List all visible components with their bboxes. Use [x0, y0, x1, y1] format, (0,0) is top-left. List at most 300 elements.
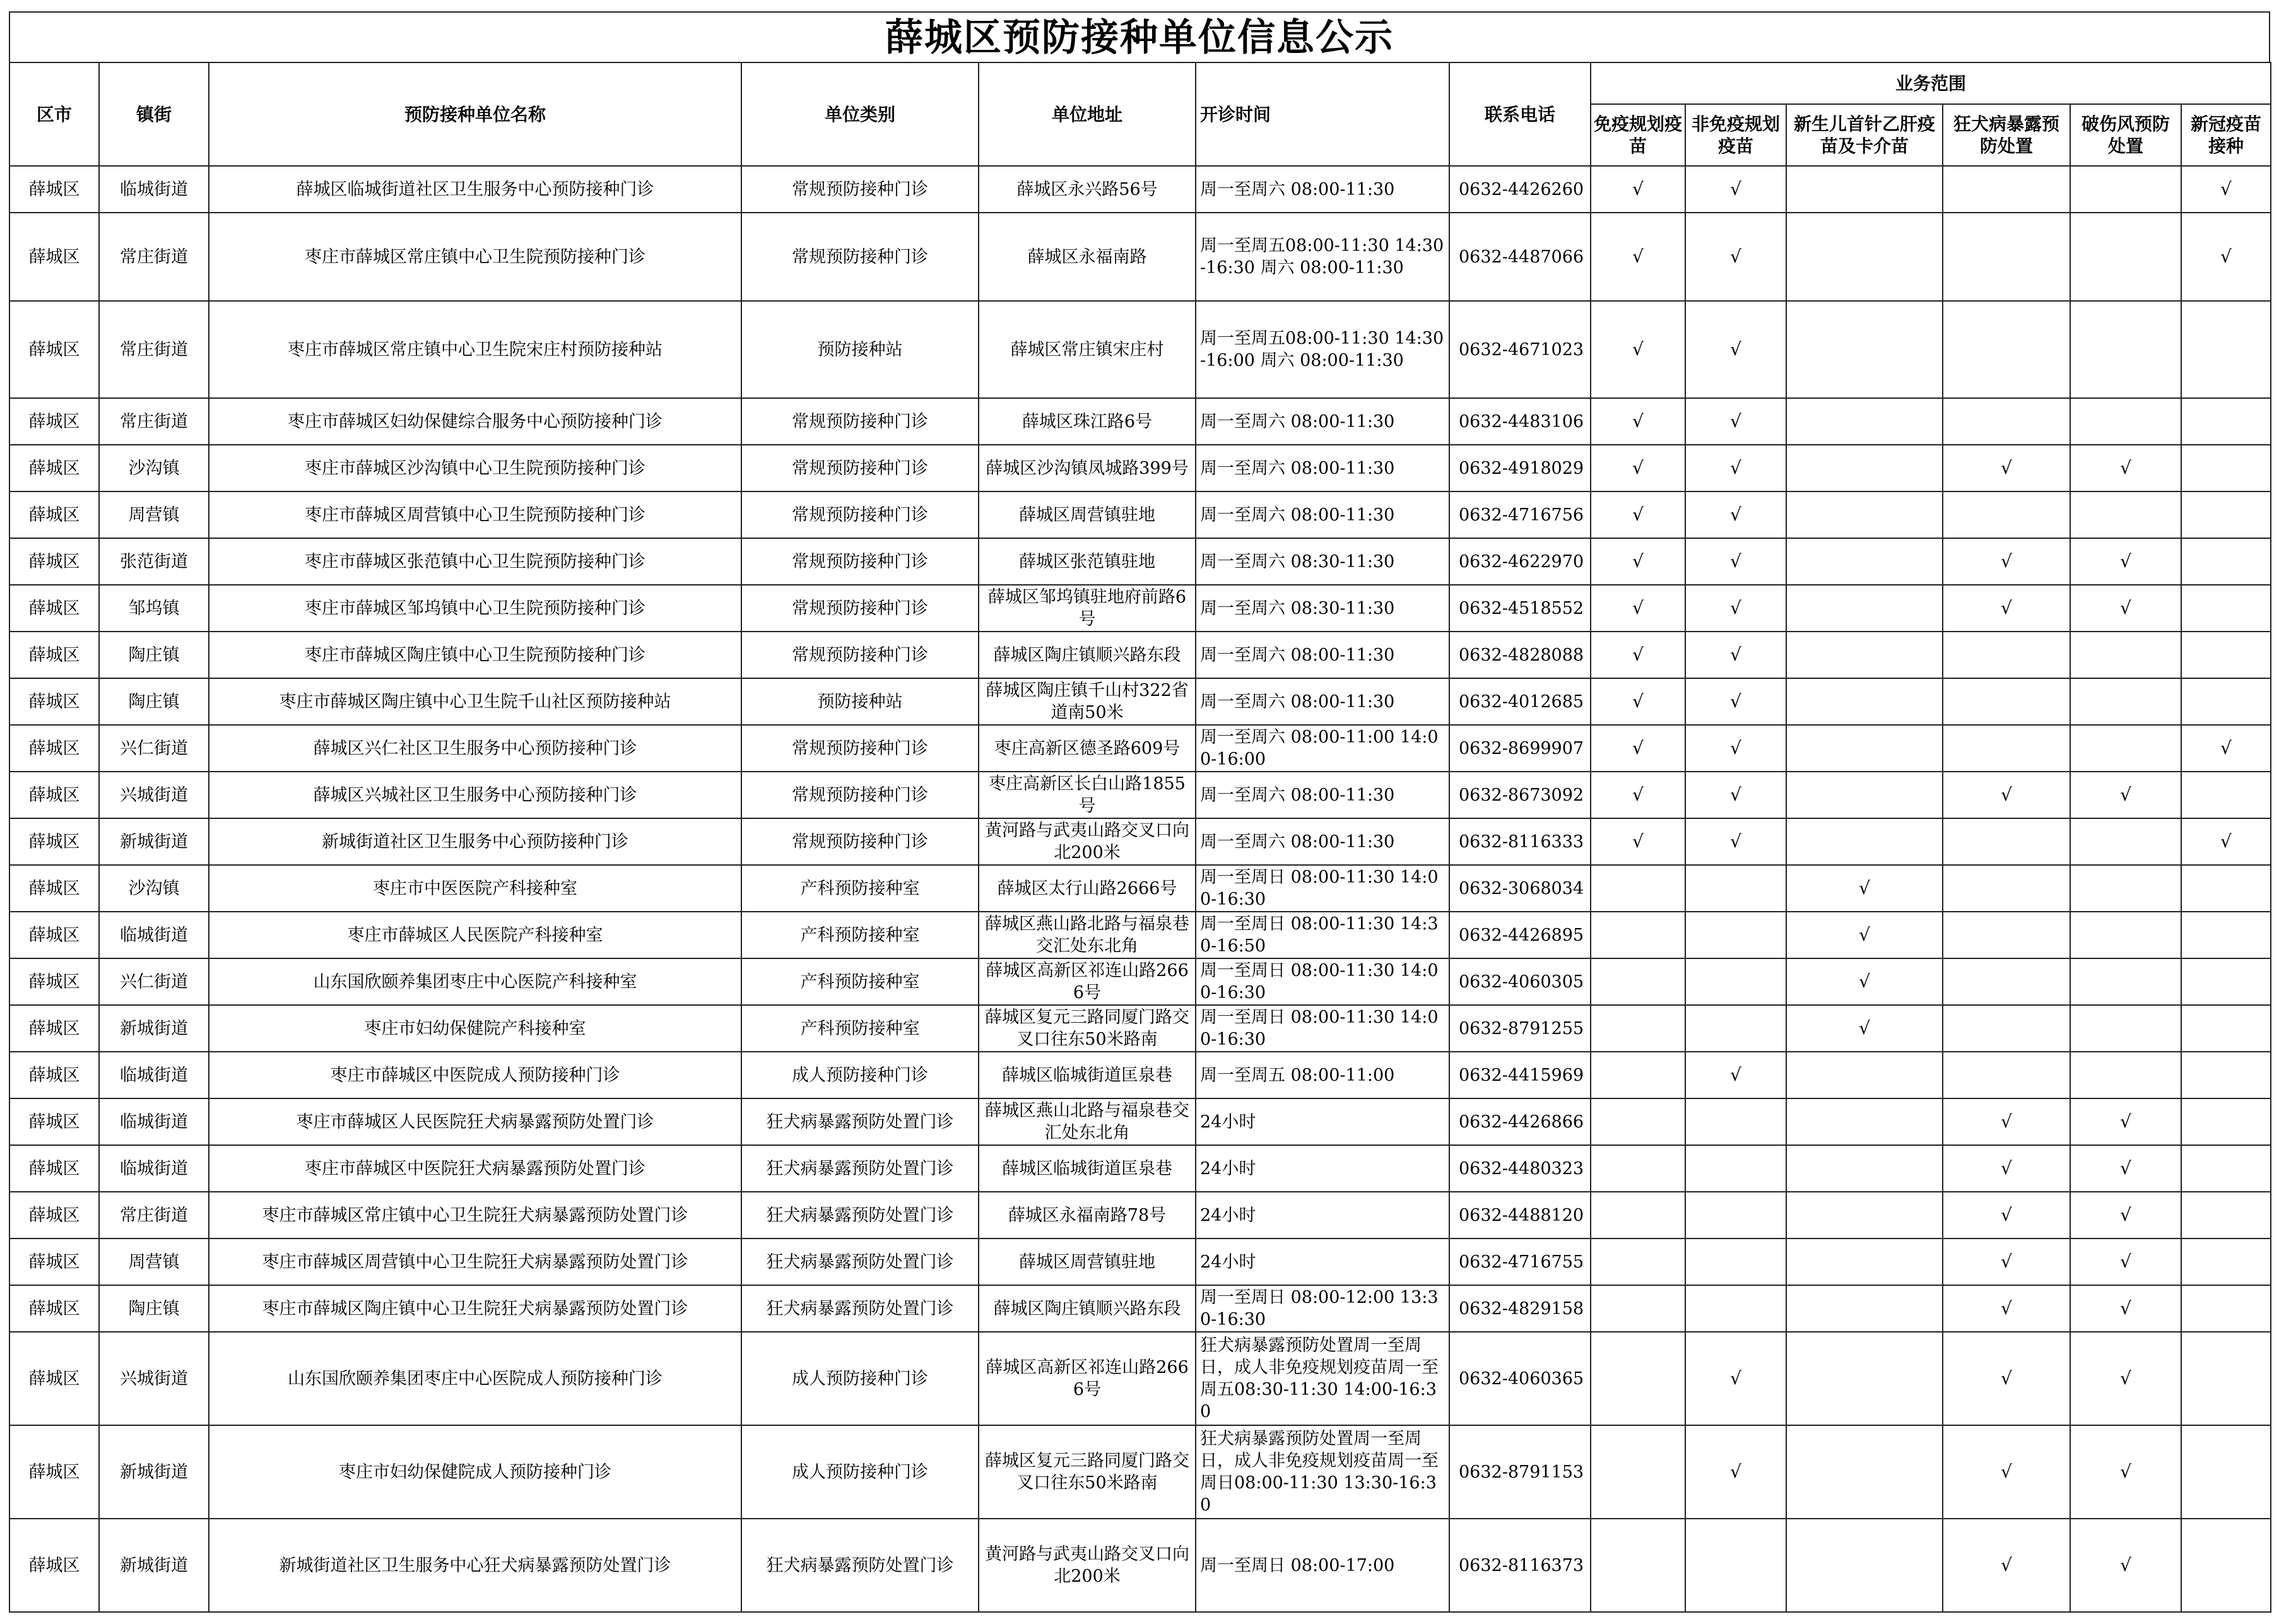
hours-cell: 周一至周六 08:00-11:30 [1196, 445, 1449, 491]
scope-non-nip-cell [1685, 1098, 1786, 1145]
table-row [9, 1425, 2271, 1519]
check-mark: √ [1730, 179, 1741, 199]
scope-tetanus-cell [2070, 912, 2181, 958]
scope-newborn-cell [1786, 1192, 1943, 1239]
scope-nip-cell [1591, 1519, 1685, 1612]
scope-rabies-cell [1943, 491, 2070, 538]
unit-name-cell: 薛城区临城街道社区卫生服务中心预防接种门诊 [209, 166, 741, 213]
table-row [9, 445, 2271, 491]
district-cell: 薛城区 [9, 958, 99, 1005]
scope-non-nip-cell [1685, 772, 1786, 818]
check-mark: √ [2120, 1111, 2131, 1132]
scope-rabies-cell [1943, 912, 2070, 958]
scope-tetanus-cell [2070, 1285, 2181, 1332]
check-mark: √ [1632, 246, 1644, 267]
unit-name-cell: 枣庄市中医医院产科接种室 [209, 865, 741, 912]
check-mark: √ [1632, 597, 1644, 618]
town-cell: 兴仁街道 [99, 725, 209, 772]
hours-cell: 周一至周六 08:00-11:30 [1196, 772, 1449, 818]
scope-newborn-cell [1786, 1145, 1943, 1192]
town-cell: 沙沟镇 [99, 865, 209, 912]
check-mark: √ [2220, 179, 2232, 199]
scope-newborn-cell [1786, 1519, 1943, 1612]
scope-non-nip-cell [1685, 1425, 1786, 1519]
town-cell: 周营镇 [99, 1239, 209, 1285]
district-cell: 薛城区 [9, 818, 99, 865]
unit-type-cell: 产科预防接种室 [741, 958, 979, 1005]
hours-cell: 24小时 [1196, 1239, 1449, 1285]
scope-newborn-cell [1786, 491, 1943, 538]
table-row [9, 772, 2271, 818]
address-cell: 薛城区陶庄镇顺兴路东段 [979, 632, 1196, 678]
check-mark: √ [2120, 1204, 2131, 1225]
scope-nip-cell [1591, 1425, 1685, 1519]
scope-rabies-cell [1943, 1519, 2070, 1612]
scope-non-nip-cell [1685, 1145, 1786, 1192]
table-row [9, 1052, 2271, 1098]
table-row [9, 912, 2271, 958]
hours-cell: 周一至周日 08:00-11:30 14:30-16:50 [1196, 912, 1449, 958]
table-header [9, 62, 2271, 166]
check-mark: √ [2120, 551, 2131, 572]
town-cell: 常庄街道 [99, 398, 209, 445]
phone-cell: 0632-4716756 [1449, 491, 1591, 538]
header-scope-tetanus: 破伤风预防处置 [2070, 104, 2181, 166]
check-mark: √ [2001, 551, 2012, 572]
unit-type-cell: 产科预防接种室 [741, 1005, 979, 1052]
district-cell: 薛城区 [9, 445, 99, 491]
check-mark: √ [1730, 551, 1741, 572]
scope-non-nip-cell [1685, 1052, 1786, 1098]
scope-nip-cell [1591, 166, 1685, 213]
hours-cell: 狂犬病暴露预防处置周一至周日，成人非免疫规划疫苗周一至周五08:30-11:30 14:00-16:30 [1196, 1332, 1449, 1425]
address-cell: 薛城区永福南路78号 [979, 1192, 1196, 1239]
phone-cell: 0632-4415969 [1449, 1052, 1591, 1098]
check-mark: √ [2001, 1204, 2012, 1225]
check-mark: √ [1730, 411, 1741, 432]
check-mark: √ [1730, 339, 1741, 360]
table-row [9, 818, 2271, 865]
scope-non-nip-cell [1685, 725, 1786, 772]
unit-name-cell: 枣庄市妇幼保健院成人预防接种门诊 [209, 1425, 741, 1519]
unit-name-cell: 新城街道社区卫生服务中心狂犬病暴露预防处置门诊 [209, 1519, 741, 1612]
hours-cell: 周一至周五08:00-11:30 14:30-16:00 周六 08:00-11:30 [1196, 301, 1449, 398]
hours-cell: 周一至周六 08:00-11:30 [1196, 398, 1449, 445]
address-cell: 薛城区太行山路2666号 [979, 865, 1196, 912]
scope-rabies-cell [1943, 818, 2070, 865]
town-cell: 临城街道 [99, 1052, 209, 1098]
scope-newborn-cell [1786, 1098, 1943, 1145]
header-district: 区市 [9, 62, 99, 166]
hours-cell: 周一至周六 08:30-11:30 [1196, 538, 1449, 585]
scope-tetanus-cell [2070, 818, 2181, 865]
scope-tetanus-cell [2070, 1005, 2181, 1052]
scope-newborn-cell [1786, 678, 1943, 725]
scope-covid-cell [2181, 1192, 2271, 1239]
town-cell: 新城街道 [99, 1005, 209, 1052]
district-cell: 薛城区 [9, 1332, 99, 1425]
unit-name-cell: 枣庄市薛城区陶庄镇中心卫生院预防接种门诊 [209, 632, 741, 678]
town-cell: 新城街道 [99, 1425, 209, 1519]
check-mark: √ [1632, 691, 1644, 712]
scope-tetanus-cell [2070, 1332, 2181, 1425]
scope-rabies-cell [1943, 538, 2070, 585]
district-cell: 薛城区 [9, 678, 99, 725]
check-mark: √ [2120, 1251, 2131, 1272]
address-cell: 薛城区燕山北路与福泉巷交汇处东北角 [979, 1098, 1196, 1145]
unit-name-cell: 枣庄市薛城区中医院狂犬病暴露预防处置门诊 [209, 1145, 741, 1192]
check-mark: √ [1730, 784, 1741, 805]
town-cell: 常庄街道 [99, 1192, 209, 1239]
unit-name-cell: 薛城区兴仁社区卫生服务中心预防接种门诊 [209, 725, 741, 772]
check-mark: √ [1730, 691, 1741, 712]
address-cell: 薛城区临城街道匡泉巷 [979, 1145, 1196, 1192]
scope-nip-cell [1591, 958, 1685, 1005]
phone-cell: 0632-8791153 [1449, 1425, 1591, 1519]
header-unit-name: 预防接种单位名称 [209, 62, 741, 166]
check-mark: √ [1730, 644, 1741, 665]
header-unit-type: 单位类别 [741, 62, 979, 166]
scope-nip-cell [1591, 818, 1685, 865]
unit-name-cell: 山东国欣颐养集团枣庄中心医院成人预防接种门诊 [209, 1332, 741, 1425]
district-cell: 薛城区 [9, 1285, 99, 1332]
scope-covid-cell [2181, 1425, 2271, 1519]
phone-cell: 0632-8699907 [1449, 725, 1591, 772]
unit-name-cell: 枣庄市薛城区张范镇中心卫生院预防接种门诊 [209, 538, 741, 585]
scope-tetanus-cell [2070, 1098, 2181, 1145]
check-mark: √ [2001, 784, 2012, 805]
notice-sheet [9, 11, 2270, 1613]
phone-cell: 0632-4488120 [1449, 1192, 1591, 1239]
scope-rabies-cell [1943, 445, 2070, 491]
scope-covid-cell [2181, 1005, 2271, 1052]
check-mark: √ [2001, 1298, 2012, 1319]
phone-cell: 0632-4426895 [1449, 912, 1591, 958]
scope-non-nip-cell [1685, 1332, 1786, 1425]
table-body [9, 166, 2271, 1612]
scope-nip-cell [1591, 1145, 1685, 1192]
scope-nip-cell [1591, 1239, 1685, 1285]
unit-type-cell: 常规预防接种门诊 [741, 632, 979, 678]
scope-newborn-cell [1786, 585, 1943, 632]
check-mark: √ [2001, 597, 2012, 618]
town-cell: 陶庄镇 [99, 678, 209, 725]
scope-rabies-cell [1943, 213, 2070, 301]
district-cell: 薛城区 [9, 772, 99, 818]
unit-type-cell: 狂犬病暴露预防处置门诊 [741, 1098, 979, 1145]
check-mark: √ [2001, 1158, 2012, 1179]
phone-cell: 0632-4480323 [1449, 1145, 1591, 1192]
district-cell: 薛城区 [9, 491, 99, 538]
scope-tetanus-cell [2070, 678, 2181, 725]
address-cell: 黄河路与武夷山路交叉口向北200米 [979, 818, 1196, 865]
scope-newborn-cell [1786, 632, 1943, 678]
check-mark: √ [2220, 831, 2232, 852]
table-row [9, 1239, 2271, 1285]
scope-rabies-cell [1943, 678, 2070, 725]
scope-nip-cell [1591, 865, 1685, 912]
scope-nip-cell [1591, 445, 1685, 491]
scope-rabies-cell [1943, 398, 2070, 445]
address-cell: 薛城区永福南路 [979, 213, 1196, 301]
table-row [9, 1519, 2271, 1612]
scope-covid-cell [2181, 1052, 2271, 1098]
header-scope-rabies: 狂犬病暴露预防处置 [1943, 104, 2070, 166]
unit-name-cell: 山东国欣颐养集团枣庄中心医院产科接种室 [209, 958, 741, 1005]
unit-name-cell: 枣庄市薛城区周营镇中心卫生院预防接种门诊 [209, 491, 741, 538]
scope-non-nip-cell [1685, 213, 1786, 301]
table-row [9, 725, 2271, 772]
unit-type-cell: 常规预防接种门诊 [741, 213, 979, 301]
scope-covid-cell [2181, 912, 2271, 958]
table-row [9, 166, 2271, 213]
town-cell: 临城街道 [99, 912, 209, 958]
phone-cell: 0632-4918029 [1449, 445, 1591, 491]
unit-type-cell: 成人预防接种门诊 [741, 1332, 979, 1425]
hours-cell: 周一至周五08:00-11:30 14:30-16:30 周六 08:00-11:30 [1196, 213, 1449, 301]
address-cell: 薛城区珠江路6号 [979, 398, 1196, 445]
town-cell: 邹坞镇 [99, 585, 209, 632]
table-row [9, 1145, 2271, 1192]
hours-cell: 周一至周日 08:00-11:30 14:00-16:30 [1196, 865, 1449, 912]
unit-type-cell: 常规预防接种门诊 [741, 491, 979, 538]
scope-tetanus-cell [2070, 538, 2181, 585]
scope-rabies-cell [1943, 1052, 2070, 1098]
district-cell: 薛城区 [9, 1425, 99, 1519]
check-mark: √ [1632, 738, 1644, 758]
unit-type-cell: 狂犬病暴露预防处置门诊 [741, 1285, 979, 1332]
hours-cell: 周一至周六 08:00-11:00 14:00-16:00 [1196, 725, 1449, 772]
header-scope-non-nip: 非免疫规划疫苗 [1685, 104, 1786, 166]
address-cell: 薛城区永兴路56号 [979, 166, 1196, 213]
scope-nip-cell [1591, 301, 1685, 398]
check-mark: √ [2001, 1368, 2012, 1389]
unit-type-cell: 常规预防接种门诊 [741, 166, 979, 213]
scope-rabies-cell [1943, 1285, 2070, 1332]
address-cell: 黄河路与武夷山路交叉口向北200米 [979, 1519, 1196, 1612]
scope-non-nip-cell [1685, 538, 1786, 585]
scope-nip-cell [1591, 632, 1685, 678]
scope-non-nip-cell [1685, 1192, 1786, 1239]
unit-type-cell: 狂犬病暴露预防处置门诊 [741, 1239, 979, 1285]
unit-type-cell: 狂犬病暴露预防处置门诊 [741, 1192, 979, 1239]
unit-type-cell: 常规预防接种门诊 [741, 818, 979, 865]
hours-cell: 周一至周日 08:00-12:00 13:30-16:30 [1196, 1285, 1449, 1332]
scope-covid-cell [2181, 398, 2271, 445]
check-mark: √ [2120, 597, 2131, 618]
scope-nip-cell [1591, 912, 1685, 958]
town-cell: 临城街道 [99, 166, 209, 213]
phone-cell: 0632-4487066 [1449, 213, 1591, 301]
district-cell: 薛城区 [9, 1145, 99, 1192]
hours-cell: 周一至周六 08:00-11:30 [1196, 818, 1449, 865]
hours-cell: 周一至周五 08:00-11:00 [1196, 1052, 1449, 1098]
scope-tetanus-cell [2070, 725, 2181, 772]
scope-non-nip-cell [1685, 398, 1786, 445]
unit-type-cell: 成人预防接种门诊 [741, 1425, 979, 1519]
hours-cell: 周一至周日 08:00-17:00 [1196, 1519, 1449, 1612]
table-row [9, 865, 2271, 912]
district-cell: 薛城区 [9, 398, 99, 445]
unit-type-cell: 常规预防接种门诊 [741, 772, 979, 818]
hours-cell: 24小时 [1196, 1192, 1449, 1239]
scope-nip-cell [1591, 1098, 1685, 1145]
address-cell: 薛城区周营镇驻地 [979, 491, 1196, 538]
check-mark: √ [1730, 504, 1741, 525]
header-scope: 业务范围 [1591, 62, 2271, 104]
scope-newborn-cell [1786, 725, 1943, 772]
check-mark: √ [1730, 457, 1741, 478]
scope-newborn-cell [1786, 1425, 1943, 1519]
header-phone: 联系电话 [1449, 62, 1591, 166]
unit-type-cell: 产科预防接种室 [741, 912, 979, 958]
scope-newborn-cell [1786, 1239, 1943, 1285]
district-cell: 薛城区 [9, 301, 99, 398]
town-cell: 沙沟镇 [99, 445, 209, 491]
town-cell: 临城街道 [99, 1098, 209, 1145]
scope-covid-cell [2181, 1239, 2271, 1285]
district-cell: 薛城区 [9, 725, 99, 772]
scope-tetanus-cell [2070, 958, 2181, 1005]
header-scope-covid: 新冠疫苗接种 [2181, 104, 2271, 166]
check-mark: √ [1730, 1368, 1741, 1389]
district-cell: 薛城区 [9, 865, 99, 912]
table-row [9, 1332, 2271, 1425]
scope-covid-cell [2181, 491, 2271, 538]
scope-rabies-cell [1943, 166, 2070, 213]
district-cell: 薛城区 [9, 213, 99, 301]
address-cell: 薛城区张范镇驻地 [979, 538, 1196, 585]
check-mark: √ [2001, 1251, 2012, 1272]
scope-covid-cell [2181, 166, 2271, 213]
scope-covid-cell [2181, 445, 2271, 491]
check-mark: √ [1859, 924, 1870, 945]
scope-non-nip-cell [1685, 1285, 1786, 1332]
hours-cell: 周一至周六 08:00-11:30 [1196, 678, 1449, 725]
unit-name-cell: 枣庄市妇幼保健院产科接种室 [209, 1005, 741, 1052]
phone-cell: 0632-4060365 [1449, 1332, 1591, 1425]
check-mark: √ [2001, 1461, 2012, 1482]
scope-tetanus-cell [2070, 1052, 2181, 1098]
scope-covid-cell [2181, 1332, 2271, 1425]
district-cell: 薛城区 [9, 166, 99, 213]
scope-newborn-cell [1786, 958, 1943, 1005]
check-mark: √ [1632, 831, 1644, 852]
scope-newborn-cell [1786, 301, 1943, 398]
address-cell: 薛城区邹坞镇驻地府前路6号 [979, 585, 1196, 632]
table-row [9, 301, 2271, 398]
district-cell: 薛城区 [9, 538, 99, 585]
scope-non-nip-cell [1685, 445, 1786, 491]
unit-name-cell: 枣庄市薛城区常庄镇中心卫生院预防接种门诊 [209, 213, 741, 301]
district-cell: 薛城区 [9, 1098, 99, 1145]
check-mark: √ [1730, 1461, 1741, 1482]
scope-non-nip-cell [1685, 958, 1786, 1005]
scope-tetanus-cell [2070, 1192, 2181, 1239]
town-cell: 常庄街道 [99, 301, 209, 398]
unit-name-cell: 枣庄市薛城区常庄镇中心卫生院宋庄村预防接种站 [209, 301, 741, 398]
scope-rabies-cell [1943, 1239, 2070, 1285]
check-mark: √ [1859, 1018, 1870, 1039]
phone-cell: 0632-4829158 [1449, 1285, 1591, 1332]
check-mark: √ [2120, 1158, 2131, 1179]
phone-cell: 0632-4671023 [1449, 301, 1591, 398]
scope-rabies-cell [1943, 1145, 2070, 1192]
scope-rabies-cell [1943, 1425, 2070, 1519]
town-cell: 常庄街道 [99, 213, 209, 301]
phone-cell: 0632-8116333 [1449, 818, 1591, 865]
vaccination-units-table [9, 62, 2271, 1613]
check-mark: √ [1859, 971, 1870, 992]
scope-nip-cell [1591, 1052, 1685, 1098]
scope-newborn-cell [1786, 912, 1943, 958]
check-mark: √ [2220, 246, 2232, 267]
check-mark: √ [2220, 738, 2232, 758]
scope-rabies-cell [1943, 958, 2070, 1005]
unit-name-cell: 枣庄市薛城区人民医院产科接种室 [209, 912, 741, 958]
scope-newborn-cell [1786, 865, 1943, 912]
check-mark: √ [2001, 1111, 2012, 1132]
scope-covid-cell [2181, 538, 2271, 585]
scope-nip-cell [1591, 1192, 1685, 1239]
scope-covid-cell [2181, 725, 2271, 772]
scope-rabies-cell [1943, 632, 2070, 678]
scope-newborn-cell [1786, 166, 1943, 213]
scope-nip-cell [1591, 1285, 1685, 1332]
address-cell: 薛城区复元三路同厦门路交叉口往东50米路南 [979, 1005, 1196, 1052]
scope-newborn-cell [1786, 213, 1943, 301]
town-cell: 兴仁街道 [99, 958, 209, 1005]
address-cell: 薛城区常庄镇宋庄村 [979, 301, 1196, 398]
scope-non-nip-cell [1685, 632, 1786, 678]
unit-type-cell: 常规预防接种门诊 [741, 445, 979, 491]
check-mark: √ [1632, 551, 1644, 572]
unit-type-cell: 常规预防接种门诊 [741, 725, 979, 772]
hours-cell: 周一至周日 08:00-11:30 14:00-16:30 [1196, 958, 1449, 1005]
address-cell: 薛城区燕山路北路与福泉巷交汇处东北角 [979, 912, 1196, 958]
scope-tetanus-cell [2070, 1239, 2181, 1285]
scope-non-nip-cell [1685, 1005, 1786, 1052]
header-address: 单位地址 [979, 62, 1196, 166]
scope-covid-cell [2181, 1285, 2271, 1332]
scope-covid-cell [2181, 865, 2271, 912]
scope-non-nip-cell [1685, 1519, 1786, 1612]
scope-nip-cell [1591, 213, 1685, 301]
scope-covid-cell [2181, 1098, 2271, 1145]
scope-covid-cell [2181, 772, 2271, 818]
scope-rabies-cell [1943, 725, 2070, 772]
scope-non-nip-cell [1685, 301, 1786, 398]
phone-cell: 0632-4483106 [1449, 398, 1591, 445]
check-mark: √ [1730, 1064, 1741, 1085]
page-title: 薛城区预防接种单位信息公示 [9, 11, 2270, 62]
scope-non-nip-cell [1685, 912, 1786, 958]
scope-newborn-cell [1786, 772, 1943, 818]
hours-cell: 周一至周日 08:00-11:30 14:00-16:30 [1196, 1005, 1449, 1052]
town-cell: 周营镇 [99, 491, 209, 538]
scope-nip-cell [1591, 538, 1685, 585]
scope-newborn-cell [1786, 818, 1943, 865]
scope-tetanus-cell [2070, 1519, 2181, 1612]
scope-tetanus-cell [2070, 632, 2181, 678]
scope-nip-cell [1591, 678, 1685, 725]
phone-cell: 0632-8116373 [1449, 1519, 1591, 1612]
table-row [9, 1098, 2271, 1145]
scope-covid-cell [2181, 1145, 2271, 1192]
check-mark: √ [1632, 339, 1644, 360]
scope-tetanus-cell [2070, 1145, 2181, 1192]
unit-name-cell: 新城街道社区卫生服务中心预防接种门诊 [209, 818, 741, 865]
